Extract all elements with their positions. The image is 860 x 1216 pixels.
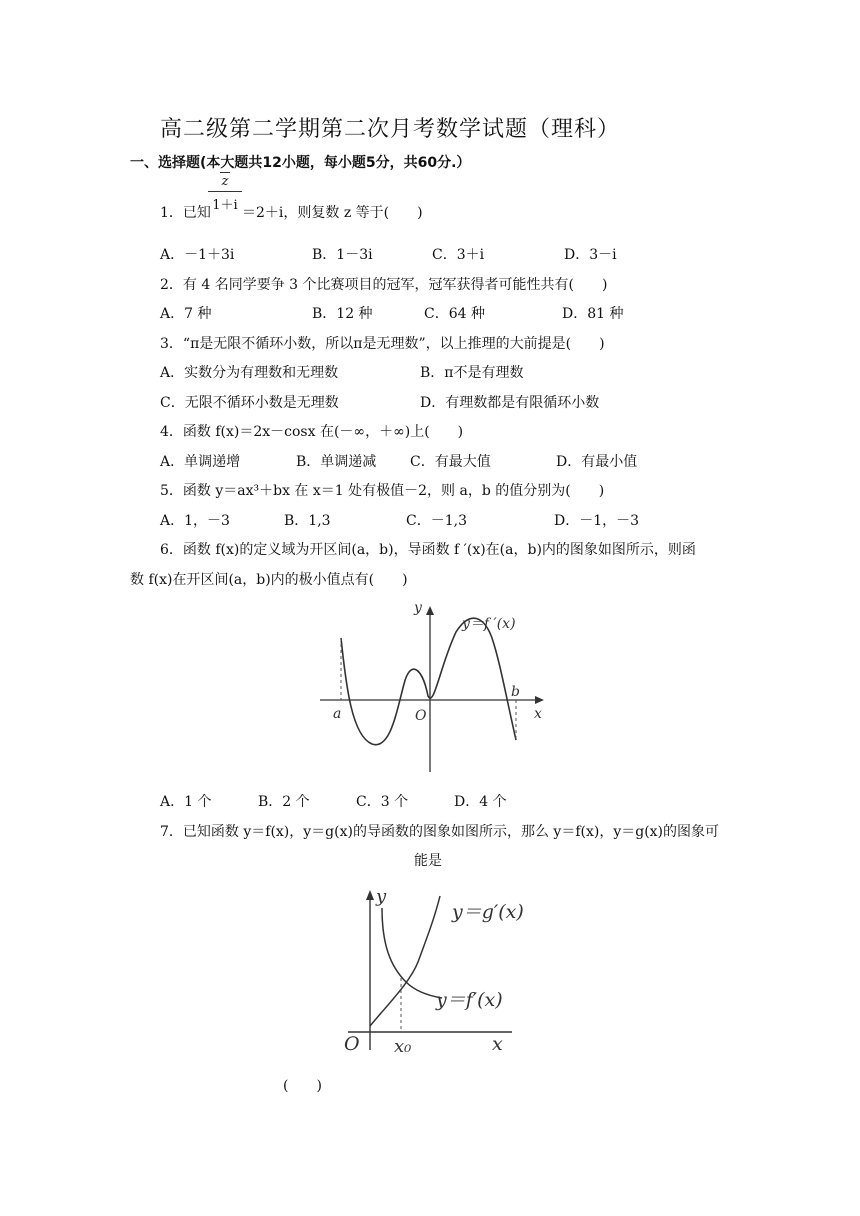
x0-label: x₀ bbox=[394, 1036, 412, 1057]
g-curve-label: y＝g′(x) bbox=[452, 901, 524, 923]
q6-option-c: C．3 个 bbox=[356, 794, 409, 810]
q1-frac-denominator: 1＋i bbox=[212, 198, 238, 213]
page-title: 高二级第二学期第二次月考数学试题（理科） bbox=[160, 117, 621, 142]
q5-text: 5．函数 y＝ax³＋bx 在 x＝1 处有极值－2，则 a，b 的值分别为( ) bbox=[160, 483, 605, 499]
b-label: b bbox=[511, 684, 520, 700]
q5-option-b: B．1,3 bbox=[284, 513, 331, 529]
q6-option-b: B．2 个 bbox=[258, 794, 310, 810]
derivative-curve bbox=[341, 618, 516, 744]
q1-option-d: D．3－i bbox=[564, 247, 617, 263]
q4-option-d: D．有最小值 bbox=[556, 454, 638, 470]
q6-option-a: A．1 个 bbox=[160, 794, 212, 810]
curve-label: y＝f ′(x) bbox=[462, 616, 516, 632]
conjugate-bar bbox=[220, 172, 230, 173]
q6-derivative-graph bbox=[316, 596, 550, 778]
q1-option-b: B．1－3i bbox=[312, 247, 373, 263]
q3-option-d: D．有理数都是有限循环小数 bbox=[420, 395, 600, 411]
q6-line2: 数 f(x)在开区间(a，b)内的极小值点有( ) bbox=[130, 572, 408, 588]
y-axis-arrow bbox=[426, 606, 434, 615]
x-axis-arrow bbox=[535, 696, 544, 704]
q6-option-d: D．4 个 bbox=[454, 794, 507, 810]
y-axis-arrow bbox=[366, 890, 374, 900]
f-curve-label: y＝f′(x) bbox=[436, 989, 503, 1011]
q7-derivative-graph bbox=[340, 882, 550, 1058]
q1-option-c: C．3＋i bbox=[432, 247, 485, 263]
q5-option-c: C．－1,3 bbox=[406, 513, 467, 529]
q4-text: 4．函数 f(x)＝2x－cosx 在(－∞，＋∞)上( ) bbox=[160, 424, 464, 440]
q6-line1: 6．函数 f(x)的定义域为开区间(a，b)，导函数 f ′(x)在(a，b)内的图象如图所示，则函 bbox=[160, 542, 696, 558]
q3-option-a: A．实数分为有理数和无理数 bbox=[160, 365, 339, 381]
q4-option-a: A．单调递增 bbox=[160, 454, 241, 470]
y-axis-label: y bbox=[414, 600, 422, 616]
q1-option-a: A．－1＋3i bbox=[160, 247, 235, 263]
q2-option-c: C．64 种 bbox=[424, 306, 485, 322]
origin-label: O bbox=[344, 1033, 360, 1055]
origin-label: O bbox=[415, 708, 427, 724]
q1-frac-numerator: z bbox=[221, 174, 229, 189]
fraction-bar bbox=[208, 191, 242, 192]
q2-text: 2．有 4 名同学要争 3 个比赛项目的冠军，冠军获得者可能性共有( ) bbox=[160, 277, 608, 293]
q5-option-a: A．1，－3 bbox=[160, 513, 230, 529]
q3-text: 3．“π是无限不循环小数，所以π是无理数”，以上推理的大前提是( ) bbox=[160, 336, 605, 352]
a-label: a bbox=[333, 706, 342, 722]
g-prime-curve bbox=[370, 896, 440, 1026]
q1-fraction bbox=[208, 172, 242, 213]
q4-option-c: C．有最大值 bbox=[410, 454, 491, 470]
q3-option-c: C．无限不循环小数是无理数 bbox=[160, 395, 339, 411]
section-heading: 一、选择题(本大题共12小题，每小题5分，共60分.） bbox=[130, 155, 471, 171]
q5-option-d: D．－1，－3 bbox=[554, 513, 640, 529]
x-axis-label: x bbox=[534, 706, 542, 722]
q7-answer-blank: ( ) bbox=[283, 1078, 322, 1094]
q2-option-d: D．81 种 bbox=[562, 306, 624, 322]
q7-line2: 能是 bbox=[414, 853, 442, 869]
y-axis-label: y bbox=[376, 886, 387, 907]
q2-option-a: A．7 种 bbox=[160, 306, 212, 322]
q7-line1: 7．已知函数 y＝f(x)，y＝g(x)的导函数的图象如图所示，那么 y＝f(x)，y＝g(x)的图象可 bbox=[160, 824, 720, 840]
q1-suffix: ＝2＋i，则复数 z 等于( ) bbox=[242, 205, 423, 221]
q4-option-b: B．单调递减 bbox=[296, 454, 377, 470]
x-axis-label: x bbox=[492, 1033, 503, 1055]
q3-option-b: B．π不是有理数 bbox=[420, 365, 524, 381]
q2-option-b: B．12 种 bbox=[312, 306, 373, 322]
q1-prefix: 1．已知 bbox=[160, 205, 211, 221]
